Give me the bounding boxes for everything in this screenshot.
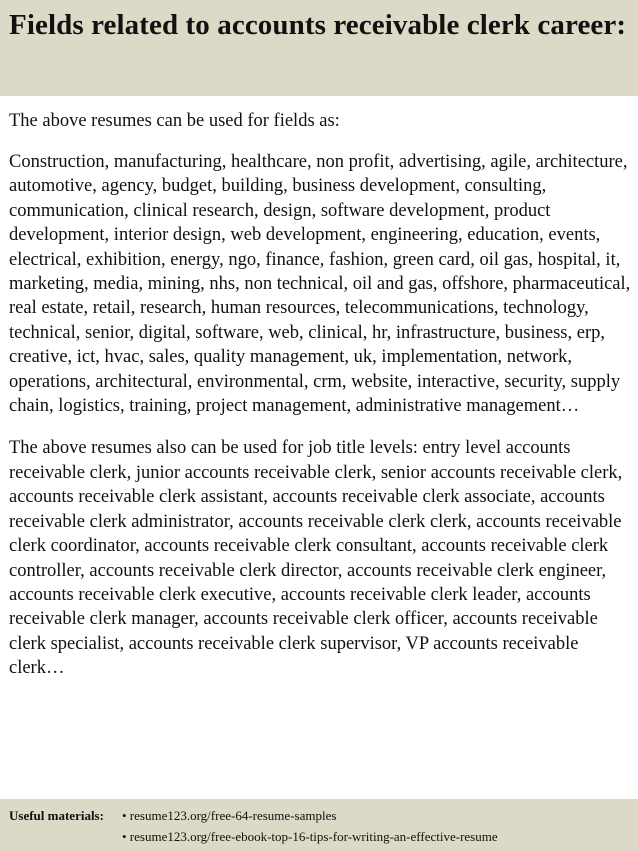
footer-row-1 — [9, 805, 638, 826]
page-title: Fields related to accounts receivable clerk career: — [9, 9, 627, 41]
job-title-levels: The above resumes also can be used for job title levels: entry level accounts receivable clerk, junior accounts receivable clerk, senior accounts receivable clerk, accounts receivable clerk assistant, accounts receivable clerk associate, accounts receivable clerk administrator, accounts receivable clerk clerk, accounts receivable clerk coordinator, accounts receivable clerk consultant, accounts receivable clerk controller, accounts receivable clerk director, accounts receivable clerk engineer, accounts receivable clerk executive, accounts receivable clerk leader, accounts receivable clerk manager, accounts receivable clerk officer, accounts receivable clerk specialist, accounts receivable clerk supervisor, VP accounts receivable clerk… — [9, 438, 623, 679]
footer-indent — [9, 826, 122, 847]
fields-intro: The above resumes can be used for fields as: — [9, 111, 340, 131]
resume-samples-link[interactable]: • resume123.org/free-64-resume-samples — [122, 808, 337, 823]
footer-row-2 — [9, 826, 638, 847]
title-band — [0, 0, 638, 96]
useful-materials-label: Useful materials: — [9, 808, 104, 823]
ebook-tips-link[interactable]: • resume123.org/free-ebook-top-16-tips-for-writing-an-effective-resume — [122, 829, 498, 844]
main-content — [9, 109, 633, 681]
fields-list: Construction, manufacturing, healthcare, non profit, advertising, agile, architecture, automotive, agency, budget, building, business development, consulting, communication, clinical research, design, software development, product development, interior design, web development, engineering, education, events, electrical, exhibition, energy, ngo, finance, fashion, green card, oil gas, hospital, it, marketing, media, mining, nhs, non technical, oil and gas, offshore, pharmaceutical, real estate, retail, research, human resources, telecommunications, technology, technical, senior, digital, software, web, clinical, hr, infrastructure, business, erp, creative, ict, hvac, sales, quality management, uk, implementation, network, operations, architectural, environmental, crm, website, interactive, security, supply chain, logistics, training, project management, administrative management… — [9, 152, 631, 417]
useful-materials-footer — [0, 799, 638, 851]
